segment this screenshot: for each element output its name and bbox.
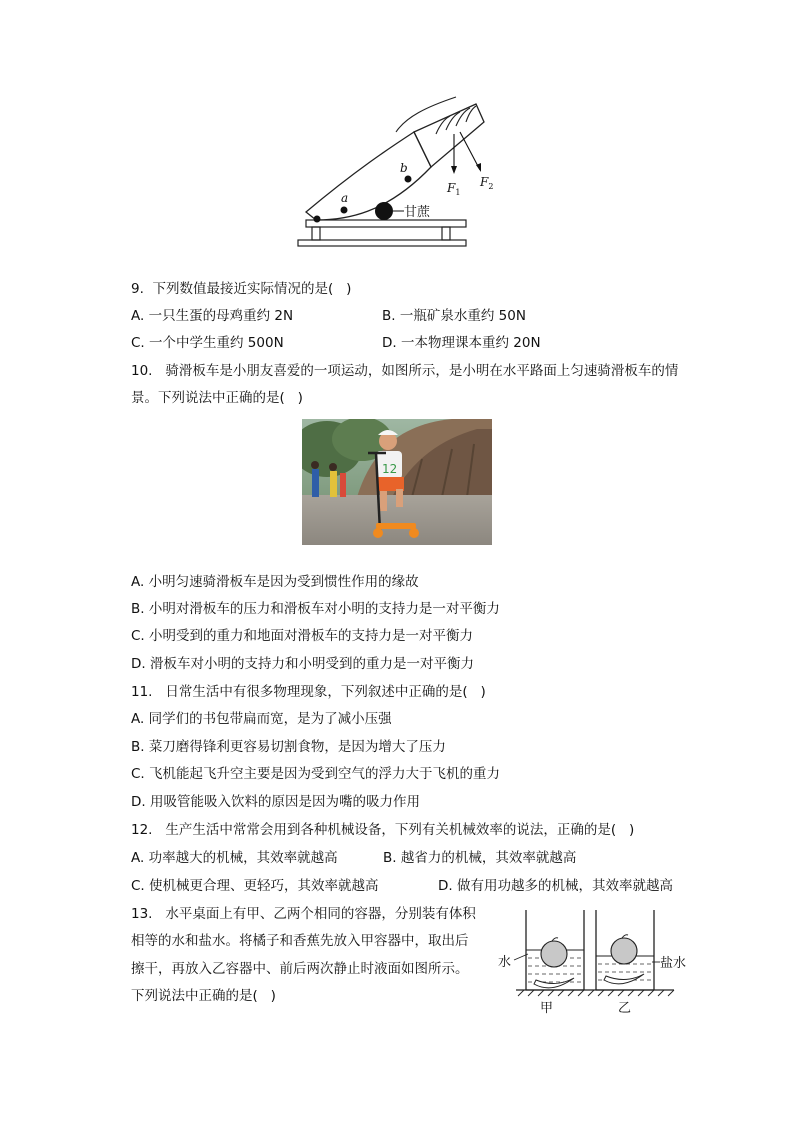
- svg-text:12: 12: [382, 462, 398, 476]
- point-a: [341, 207, 348, 214]
- q10-stem-line1: 10. 骑滑板车是小朋友喜爱的一项运动，如图所示，是小明在水平路面上匀速骑滑板车的情: [131, 363, 679, 379]
- containers-diagram: [494, 904, 694, 1020]
- scooter-photo: [302, 419, 492, 545]
- point-b: [405, 176, 412, 183]
- board-bottom: [298, 240, 466, 246]
- q10-stem-line2: 景。下列说法中正确的是( ): [131, 390, 303, 406]
- q11-stem: 11. 日常生活中有很多物理现象，下列叙述中正确的是( ): [131, 684, 486, 700]
- q12-stem: 12. 生产生活中常常会用到各种机械设备，下列有关机械效率的说法，正确的是( ): [131, 822, 635, 838]
- q9-option-a: A. 一只生蛋的母鸡重约 2N: [131, 308, 294, 324]
- banana-jia: [534, 978, 574, 988]
- force-f1-head: [451, 166, 457, 174]
- q13-line3: 擦干，再放入乙容器中、前后两次静止时液面如图所示。: [131, 961, 469, 977]
- q13-line1: 13. 水平桌面上有甲、乙两个相同的容器，分别装有体积: [131, 906, 476, 922]
- label-jia: 甲: [540, 1001, 554, 1016]
- label-water: 水: [498, 955, 512, 970]
- label-sugarcane: 甘蔗: [404, 205, 431, 220]
- q10-option-a: A. 小明匀速骑滑板车是因为受到惯性作用的缘故: [131, 574, 419, 590]
- q12-option-d: D. 做有用功越多的机械，其效率就越高: [438, 878, 673, 894]
- q9-stem: 9. 下列数值最接近实际情况的是( ): [131, 281, 352, 297]
- q13-line2: 相等的水和盐水。将橘子和香蕉先放入甲容器中，取出后: [131, 933, 469, 949]
- hand: [396, 97, 476, 134]
- board-leg-right: [442, 227, 450, 240]
- q12-option-b: B. 越省力的机械，其效率就越高: [383, 850, 577, 866]
- container-yi: [596, 910, 654, 990]
- q12-option-a: A. 功率越大的机械，其效率就越高: [131, 850, 338, 866]
- q9-option-b: B. 一瓶矿泉水重约 50N: [382, 308, 526, 324]
- q10-option-c: C. 小明受到的重力和地面对滑板车的支持力是一对平衡力: [131, 628, 474, 644]
- label-f2: $F_2$: [480, 175, 494, 191]
- q10-option-d: D. 滑板车对小明的支持力和小明受到的重力是一对平衡力: [131, 656, 474, 672]
- q13-line4: 下列说法中正确的是( ): [131, 988, 276, 1004]
- banana-yi: [604, 974, 644, 984]
- q9-option-d: D. 一本物理课本重约 20N: [382, 335, 541, 351]
- container-jia: [526, 910, 584, 990]
- label-a: a: [341, 191, 349, 205]
- orange-jia: [541, 941, 567, 967]
- label-f1: $F_1$: [447, 181, 461, 197]
- scooter-photo-graphic: [302, 419, 492, 545]
- q11-option-b: B. 菜刀磨得锋利更容易切割食物，是因为增大了压力: [131, 739, 446, 755]
- knife-lever-diagram: [296, 92, 506, 257]
- label-brine: 盐水: [660, 956, 687, 971]
- q12-option-c: C. 使机械更合理、更轻巧，其效率就越高: [131, 878, 379, 894]
- orange-yi: [611, 938, 637, 964]
- q11-option-a: A. 同学们的书包带扁而宽，是为了减小压强: [131, 711, 392, 727]
- table-hatching: [518, 990, 674, 996]
- q9-option-c: C. 一个中学生重约 500N: [131, 335, 284, 351]
- label-b: b: [400, 161, 408, 175]
- force-f2-arrow: [460, 132, 480, 170]
- q10-option-b: B. 小明对滑板车的压力和滑板车对小明的支持力是一对平衡力: [131, 601, 500, 617]
- board-leg-left: [312, 227, 320, 240]
- board-top: [306, 220, 466, 227]
- sugarcane: [375, 202, 393, 220]
- q11-option-d: D. 用吸管能吸入饮料的原因是因为嘴的吸力作用: [131, 794, 420, 810]
- label-yi: 乙: [618, 1001, 632, 1016]
- q11-option-c: C. 飞机能起飞升空主要是因为受到空气的浮力大于飞机的重力: [131, 766, 501, 782]
- pivot-point: [314, 216, 321, 223]
